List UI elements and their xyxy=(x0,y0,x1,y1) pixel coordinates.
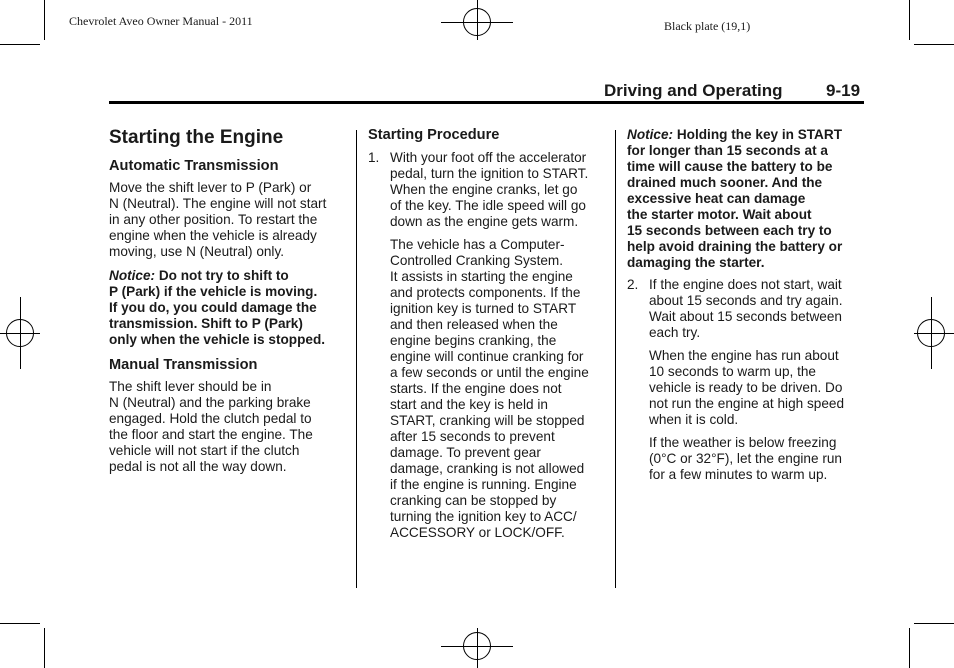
crop-mark-bottom-right-v xyxy=(909,628,910,668)
section-title: Driving and Operating xyxy=(604,81,783,100)
manual-transmission-heading: Manual Transmission xyxy=(109,357,258,373)
starting-procedure-heading: Starting Procedure xyxy=(368,127,500,143)
auto-transmission-heading: Automatic Transmission xyxy=(109,158,279,174)
shift-notice: Notice: Do not try to shift to P (Park) if the vehicle is moving. If you do, you could damage the transmission. Shift to P (Park) only when the vehicle is stopped. xyxy=(109,268,326,347)
column-divider-1 xyxy=(356,130,357,588)
step-number: 2. xyxy=(627,277,639,292)
crop-mark-top-right-v xyxy=(909,0,910,40)
step-2: 2. If the engine does not start, wait about 15 seconds and try again. Wait about 15 seconds between each try. xyxy=(627,277,843,340)
column-2 xyxy=(368,126,610,541)
cranking-system-paragraph: The vehicle has a Computer- Controlled Cranking System. It assists in starting the engine and protects components. If the ignition key is turned to START and then released when the engine begins cranking, the engine will continue cranking for a few seconds or until the engine starts. If the engine does not start and the key is held in START, cranking will be stopped after 15 seconds to prevent damage. To prevent gear damage, cranking is not allowed if the engine is running. Engine cranking can be stopped by turning the ignition key to ACC/ ACCESSORY or LOCK/OFF. xyxy=(390,237,589,540)
notice-label: Notice: xyxy=(627,127,674,142)
warm-up-paragraph: When the engine has run about 10 seconds to warm up, the vehicle is ready to be driven. Do not run the engine at high speed when it is cold. xyxy=(649,348,844,427)
crop-mark-bottom-right-h xyxy=(914,623,954,624)
column-1 xyxy=(109,127,349,475)
plate-label: Black plate (19,1) xyxy=(664,19,751,33)
step-number: 1. xyxy=(368,150,380,165)
starter-notice: Notice: Holding the key in START for longer than 15 seconds at a time will cause the battery to be drained much sooner. And the excessive heat can damage the starter motor. Wait about 15 seconds between each try to help avoid draining the battery or damaging the starter. xyxy=(627,127,843,270)
crop-mark-bottom-left-v xyxy=(44,628,45,668)
crop-mark-top-left-v xyxy=(44,0,45,40)
auto-transmission-paragraph: Move the shift lever to P (Park) or N (Neutral). The engine will not start in any other position. To restart the engine when the vehicle is already moving, use N (Neutral) only. xyxy=(109,180,327,259)
column-divider-2 xyxy=(615,130,616,588)
header-rule xyxy=(109,101,864,104)
doc-title: Chevrolet Aveo Owner Manual - 2011 xyxy=(69,14,253,28)
freezing-paragraph: If the weather is below freezing (0°C or 32°F), let the engine run for a few minutes to warm up. xyxy=(649,435,842,482)
manual-transmission-paragraph: The shift lever should be in N (Neutral) and the parking brake engaged. Hold the clutch pedal to the floor and start the engine. The vehicle will not start if the clutch pedal is not all the way down. xyxy=(109,379,313,474)
page-number: 9-19 xyxy=(826,81,861,100)
crop-mark-bottom-left-h xyxy=(0,623,40,624)
notice-label: Notice: xyxy=(109,268,156,283)
step-1: 1. With your foot off the accelerator pedal, turn the ignition to START. When the engine cranks, let go of the key. The idle speed will go down as the engine gets warm. xyxy=(368,150,589,229)
column-3 xyxy=(627,127,865,483)
crop-mark-top-right-h xyxy=(914,44,954,45)
page-title: Starting the Engine xyxy=(109,127,284,148)
crop-mark-top-left-h xyxy=(0,44,40,45)
